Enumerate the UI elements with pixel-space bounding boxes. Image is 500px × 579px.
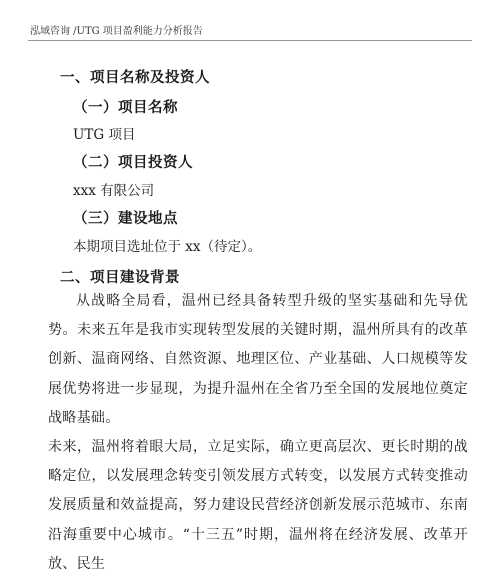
section-heading-project-background: 二、项目建设背景 [60, 269, 180, 286]
project-name-text: UTG 项目 [73, 127, 136, 143]
header-rule [28, 40, 472, 41]
background-body [48, 287, 468, 579]
subheading-construction-site: （三）建设地点 [73, 210, 178, 227]
background-paragraph-1: 从战略全局看，温州已经具备转型升级的坚实基础和先导优势。未来五年是我市实现转型发展的关键时期，温州所具有的改革创新、温商网络、自然资源、地理区位、产业基础、人口规模等发展优势将进一步显现，为提升温州在全省乃至全国的发展地位奠定战略基础。 [48, 293, 468, 426]
construction-site-text: 本期项目选址位于 xx（待定）。 [73, 239, 262, 255]
subheading-project-investor: （二）项目投资人 [73, 154, 193, 171]
subheading-project-name: （一）项目名称 [73, 99, 178, 116]
running-header: 泓域咨询 /UTG 项目盈利能力分析报告 [30, 26, 203, 37]
section-heading-project-name-investor: 一、项目名称及投资人 [60, 69, 210, 86]
project-investor-text: xxx 有限公司 [73, 183, 155, 199]
background-paragraph-2: 未来，温州将着眼大局，立足实际，确立更高层次、更长时期的战略定位，以发展理念转变引领发展方式转变，以发展方式转变推动发展质量和效益提高，努力建设民营经济创新发展示范城市、东南沿海重要中心城市。“十三五”时期，温州将在经济发展、改革开放、民生 [48, 439, 468, 572]
